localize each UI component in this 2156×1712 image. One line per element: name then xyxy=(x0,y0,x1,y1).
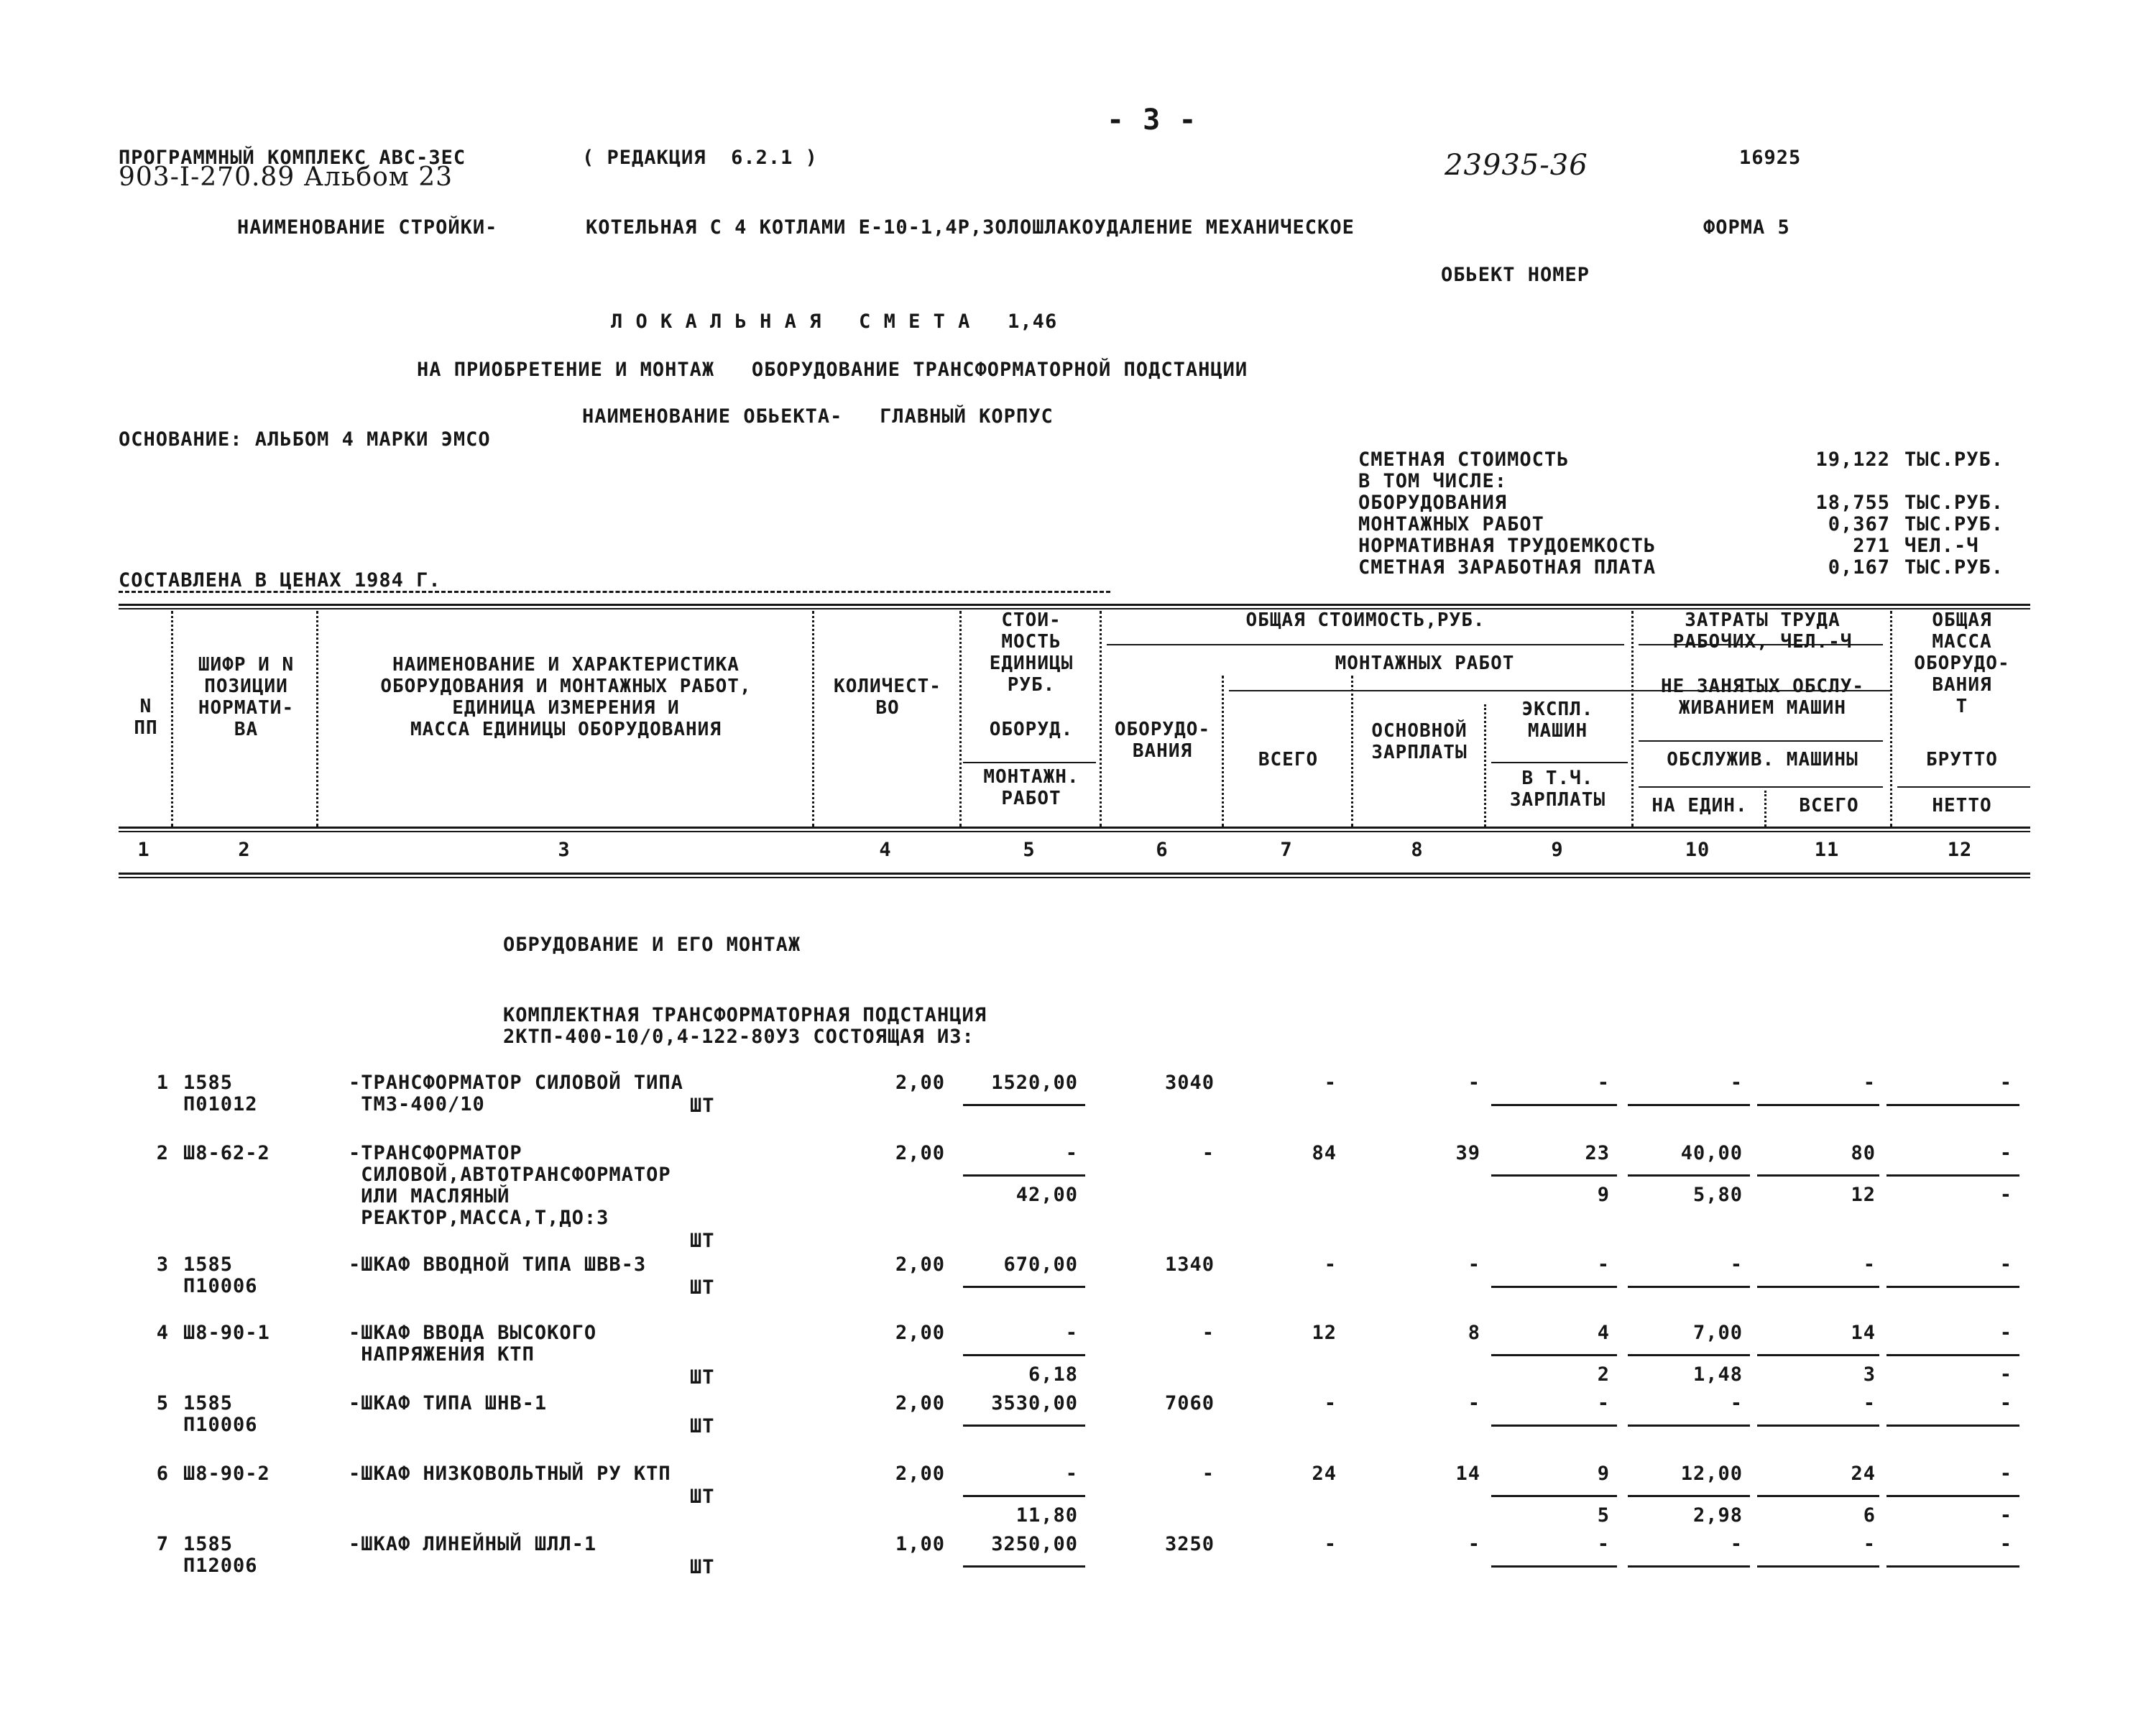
row-mach-rule xyxy=(1491,1286,1617,1288)
header-top-rule xyxy=(119,604,2030,606)
row-labtot-rule xyxy=(1757,1565,1879,1568)
row-lab-rule xyxy=(1628,1104,1750,1106)
summary-unit: ТЫС.РУБ. xyxy=(1904,448,2004,471)
estimate-basis: ОСНОВАНИЕ: АЛЬБОМ 4 МАРКИ ЭМСО xyxy=(119,428,491,451)
row-unit: ШТ xyxy=(690,1276,715,1299)
row-mach-rule xyxy=(1491,1174,1617,1177)
summary-unit: ТЫС.РУБ. xyxy=(1904,492,2004,514)
summary-label: СМЕТНАЯ СТОИМОСТЬ xyxy=(1358,448,1570,471)
row-machine-cost: - xyxy=(1597,1392,1610,1414)
program-name: ПРОГРАММНЫЙ КОМПЛЕКС АВС-ЗЕС xyxy=(119,147,466,169)
col-sep-5 xyxy=(1100,611,1102,827)
row-servicing-per-unit: 2,98 xyxy=(1692,1504,1743,1527)
row-lab-rule xyxy=(1628,1286,1750,1288)
summary-unit: ТЫС.РУБ. xyxy=(1904,513,2004,535)
row-equipment-cost: - xyxy=(1202,1322,1215,1344)
row-lab-rule xyxy=(1628,1425,1750,1427)
summary-value: 19,122 xyxy=(1815,448,1890,471)
row-install-total: - xyxy=(1324,1253,1337,1276)
row-price-rule xyxy=(963,1104,1085,1106)
hdr-not-employed: НЕ ЗАНЯТЫХ ОБСЛУ- ЖИВАНИЕМ МАШИН xyxy=(1660,676,1865,719)
prices-note: СОСТАВЛЕНА В ЦЕНАХ 1984 Г. xyxy=(119,569,441,592)
col-sep-11 xyxy=(1890,611,1892,827)
summary-value: 0,167 xyxy=(1828,556,1890,579)
row-quantity: 2,00 xyxy=(895,1463,945,1485)
col-sep-6 xyxy=(1222,676,1224,827)
row-unit: ШТ xyxy=(690,1095,715,1117)
row-unit: ШТ xyxy=(690,1366,715,1389)
row-price-rule xyxy=(963,1565,1085,1568)
summary-value: 0,367 xyxy=(1828,513,1890,535)
row-mach-rule xyxy=(1491,1495,1617,1497)
row-mass-rule xyxy=(1886,1104,2019,1106)
row-number: 2 xyxy=(156,1142,169,1164)
row-install-total: - xyxy=(1324,1392,1337,1414)
row-base-salary: 39 xyxy=(1455,1142,1480,1164)
row-name: -ШКАФ ВВОДНОЙ ТИПА ШВВ-3 xyxy=(349,1253,647,1276)
row-labor-per-unit: 7,00 xyxy=(1692,1322,1743,1344)
estimate-purpose: НА ПРИОБРЕТЕНИЕ И МОНТАЖ ОБОРУДОВАНИЕ ТРАНСФОРМАТОРНОЙ ПОДСТАНЦИИ xyxy=(417,359,1248,381)
row-servicing-total: 3 xyxy=(1863,1363,1876,1386)
row-number: 1 xyxy=(156,1072,169,1094)
row-quantity: 2,00 xyxy=(895,1072,945,1094)
construction-name: КОТЕЛЬНАЯ С 4 КОТЛАМИ Е-10-1,4Р,ЗОЛОШЛАКОУДАЛЕНИЕ МЕХАНИЧЕСКОЕ xyxy=(586,216,1355,239)
row-mass-rule xyxy=(1886,1565,2019,1568)
header-bottom-rule xyxy=(119,827,2030,829)
object-number-label: ОБЬЕКТ НОМЕР xyxy=(1441,264,1590,286)
column-number: 8 xyxy=(1411,839,1424,861)
row-install-total: 12 xyxy=(1312,1322,1337,1344)
hdr-col-unit-cost: СТОИ- МОСТЬ ЕДИНИЦЫ РУБ. xyxy=(989,609,1074,696)
row-quantity: 1,00 xyxy=(895,1533,945,1555)
hdr-rule-price xyxy=(963,762,1096,763)
row-quantity: 2,00 xyxy=(895,1142,945,1164)
row-machine-cost: 23 xyxy=(1585,1142,1610,1164)
section-title: ОБРУДОВАНИЕ И ЕГО МОНТАЖ xyxy=(503,934,801,956)
row-net-mass: - xyxy=(1999,1504,2012,1527)
hdr-servicing: ОБСЛУЖИВ. МАШИНЫ xyxy=(1667,749,1858,770)
row-servicing-per-unit: 1,48 xyxy=(1692,1363,1743,1386)
col-sep-9 xyxy=(1631,611,1634,827)
column-number: 6 xyxy=(1156,839,1169,861)
row-servicing-total: 6 xyxy=(1863,1504,1876,1527)
summary-unit: ТЫС.РУБ. xyxy=(1904,556,2004,579)
hdr-gross: БРУТТО xyxy=(1926,749,1998,770)
row-machine-salary: 2 xyxy=(1597,1363,1610,1386)
row-machine-cost: - xyxy=(1597,1253,1610,1276)
row-servicing-per-unit: 5,80 xyxy=(1692,1184,1743,1206)
row-install-total: - xyxy=(1324,1533,1337,1555)
row-equipment-cost: 7060 xyxy=(1164,1392,1215,1414)
row-mass: - xyxy=(1999,1253,2012,1276)
row-code: Ш8-90-2 xyxy=(183,1463,270,1485)
row-servicing-total: 12 xyxy=(1851,1184,1876,1206)
summary-unit: ЧЕЛ.-Ч xyxy=(1904,535,1979,557)
row-machine-cost: - xyxy=(1597,1072,1610,1094)
row-labor-total: 24 xyxy=(1851,1463,1876,1485)
row-mass: - xyxy=(1999,1322,2012,1344)
row-equipment-cost: 3040 xyxy=(1164,1072,1215,1094)
row-lab-rule xyxy=(1628,1354,1750,1356)
row-machine-cost: 4 xyxy=(1597,1322,1610,1344)
row-number: 3 xyxy=(156,1253,169,1276)
row-mass-rule xyxy=(1886,1354,2019,1356)
row-mass: - xyxy=(1999,1142,2012,1164)
row-lab-rule xyxy=(1628,1174,1750,1177)
hdr-total-cost: ОБЩАЯ СТОИМОСТЬ,РУБ. xyxy=(1245,609,1485,631)
row-install-total: 24 xyxy=(1312,1463,1337,1485)
summary-label: ОБОРУДОВАНИЯ xyxy=(1358,492,1508,514)
hdr-rule-mach xyxy=(1491,762,1628,763)
row-unit-price: - xyxy=(1065,1322,1078,1344)
col-sep-1 xyxy=(171,611,173,827)
row-labtot-rule xyxy=(1757,1104,1879,1106)
row-base-salary: 8 xyxy=(1468,1322,1480,1344)
row-code: 1585 П10006 xyxy=(183,1253,258,1297)
row-net-mass: - xyxy=(1999,1363,2012,1386)
column-number: 10 xyxy=(1685,839,1710,861)
hdr-base-salary: ОСНОВНОЙ ЗАРПЛАТЫ xyxy=(1371,720,1468,763)
row-quantity: 2,00 xyxy=(895,1392,945,1414)
row-net-mass: - xyxy=(1999,1184,2012,1206)
row-code: 1585 П01012 xyxy=(183,1072,258,1115)
summary-label: СМЕТНАЯ ЗАРАБОТНАЯ ПЛАТА xyxy=(1358,556,1657,579)
row-name: -ШКАФ ЛИНЕЙНЫЙ ШЛЛ-1 xyxy=(349,1533,597,1555)
row-labtot-rule xyxy=(1757,1354,1879,1356)
col-sep-4 xyxy=(959,611,962,827)
document-number: 16925 xyxy=(1739,147,1802,169)
hdr-total: ВСЕГО xyxy=(1258,749,1319,770)
row-unit: ШТ xyxy=(690,1486,715,1508)
hdr-installation: МОНТАЖНЫХ РАБОТ xyxy=(1335,653,1515,674)
hdr-rule-mass xyxy=(1897,786,2030,788)
row-machine-cost: 9 xyxy=(1597,1463,1610,1485)
numbers-bottom-rule xyxy=(119,873,2030,875)
column-number: 2 xyxy=(238,839,251,861)
row-unit: ШТ xyxy=(690,1230,715,1252)
row-quantity: 2,00 xyxy=(895,1322,945,1344)
hdr-col-install-unit: МОНТАЖН. РАБОТ xyxy=(983,766,1079,809)
row-labor-total: - xyxy=(1863,1253,1876,1276)
row-machine-cost: - xyxy=(1597,1533,1610,1555)
column-number: 9 xyxy=(1551,839,1564,861)
hdr-per-unit: НА ЕДИН. xyxy=(1651,795,1748,816)
row-mass-rule xyxy=(1886,1174,2019,1177)
row-number: 6 xyxy=(156,1463,169,1485)
row-labor-per-unit: 40,00 xyxy=(1680,1142,1743,1164)
row-price-rule xyxy=(963,1495,1085,1497)
summary-label: В ТОМ ЧИСЛЕ: xyxy=(1358,470,1508,492)
row-base-salary: - xyxy=(1468,1253,1480,1276)
column-number: 4 xyxy=(879,839,892,861)
row-number: 5 xyxy=(156,1392,169,1414)
summary-value: 271 xyxy=(1853,535,1890,557)
form-label: ФОРМА 5 xyxy=(1703,216,1790,239)
row-install-unit-price: 6,18 xyxy=(1028,1363,1078,1386)
col-sep-3 xyxy=(812,611,814,827)
estimate-title: Л О К А Л Ь Н А Я С М Е Т А 1,46 xyxy=(611,310,1058,333)
hdr-col-number: N ПП xyxy=(134,696,158,739)
row-mass: - xyxy=(1999,1392,2012,1414)
row-base-salary: - xyxy=(1468,1392,1480,1414)
hdr-equipment: ОБОРУДО- ВАНИЯ xyxy=(1114,719,1211,762)
row-unit: ШТ xyxy=(690,1556,715,1578)
group-title: КОМПЛЕКТНАЯ ТРАНСФОРМАТОРНАЯ ПОДСТАНЦИЯ 2КТП-400-10/0,4-122-80У3 СОСТОЯЩАЯ ИЗ: xyxy=(503,1004,987,1048)
row-equipment-cost: 3250 xyxy=(1164,1533,1215,1555)
hdr-col-equip-unit: ОБОРУД. xyxy=(989,719,1074,740)
program-edition: ( РЕДАКЦИЯ 6.2.1 ) xyxy=(582,147,818,169)
row-labor-total: - xyxy=(1863,1533,1876,1555)
summary-label: НОРМАТИВНАЯ ТРУДОЕМКОСТЬ xyxy=(1358,535,1657,557)
row-unit-price: - xyxy=(1065,1463,1078,1485)
hdr-labor: ЗАТРАТЫ ТРУДА РАБОЧИХ, ЧЕЛ.-Ч xyxy=(1672,609,1853,653)
row-unit-price: 1520,00 xyxy=(991,1072,1078,1094)
row-code: Ш8-90-1 xyxy=(183,1322,270,1344)
row-unit-price: 3250,00 xyxy=(991,1533,1078,1555)
row-mass-rule xyxy=(1886,1425,2019,1427)
row-number: 4 xyxy=(156,1322,169,1344)
row-lab-rule xyxy=(1628,1565,1750,1568)
row-mass: - xyxy=(1999,1463,2012,1485)
header-bottom-rule-2 xyxy=(119,831,2030,832)
row-labor-per-unit: - xyxy=(1730,1533,1743,1555)
row-labor-total: - xyxy=(1863,1392,1876,1414)
row-name: -ТРАНСФОРМАТОР СИЛОВОЙ,АВТОТРАНСФОРМАТОР ИЛИ МАСЛЯНЫЙ РЕАКТОР,МАССА,Т,ДО:3 xyxy=(349,1142,671,1229)
row-labtot-rule xyxy=(1757,1425,1879,1427)
construction-label: НАИМЕНОВАНИЕ СТРОЙКИ- xyxy=(237,216,498,239)
row-name: -ШКАФ ВВОДА ВЫСОКОГО НАПРЯЖЕНИЯ КТП xyxy=(349,1322,597,1366)
row-labor-total: - xyxy=(1863,1072,1876,1094)
row-mach-rule xyxy=(1491,1565,1617,1568)
row-machine-salary: 5 xyxy=(1597,1504,1610,1527)
hdr-net: НЕТТО xyxy=(1932,795,1992,816)
row-mass-rule xyxy=(1886,1286,2019,1288)
handwritten-code: 23935-36 xyxy=(1445,149,1588,182)
row-install-unit-price: 11,80 xyxy=(1015,1504,1078,1527)
column-number: 3 xyxy=(558,839,571,861)
hdr-incl-salary: В Т.Ч. ЗАРПЛАТЫ xyxy=(1509,768,1606,811)
hdr-mass: ОБЩАЯ МАССА ОБОРУДО- ВАНИЯ Т xyxy=(1914,609,2010,717)
row-unit-price: 3530,00 xyxy=(991,1392,1078,1414)
column-number: 5 xyxy=(1023,839,1036,861)
row-install-total: - xyxy=(1324,1072,1337,1094)
row-labtot-rule xyxy=(1757,1286,1879,1288)
row-lab-rule xyxy=(1628,1495,1750,1497)
row-mass: - xyxy=(1999,1072,2012,1094)
object-name: НАИМЕНОВАНИЕ ОБЬЕКТА- ГЛАВНЫЙ КОРПУС xyxy=(582,405,1054,428)
col-sep-7 xyxy=(1351,676,1353,827)
row-number: 7 xyxy=(156,1533,169,1555)
summary-label: МОНТАЖНЫХ РАБОТ xyxy=(1358,513,1544,535)
prices-note-underline xyxy=(119,591,1110,593)
row-code: Ш8-62-2 xyxy=(183,1142,270,1164)
row-install-total: 84 xyxy=(1312,1142,1337,1164)
row-name: -ШКАФ НИЗКОВОЛЬТНЫЙ РУ КТП xyxy=(349,1463,671,1485)
row-labtot-rule xyxy=(1757,1495,1879,1497)
column-number: 7 xyxy=(1280,839,1293,861)
row-unit-price: - xyxy=(1065,1142,1078,1164)
row-labtot-rule xyxy=(1757,1174,1879,1177)
album-reference: 903-I-270.89 Альбом 23 xyxy=(119,162,453,192)
column-number: 1 xyxy=(137,839,150,861)
row-base-salary: - xyxy=(1468,1533,1480,1555)
row-mach-rule xyxy=(1491,1104,1617,1106)
col-sep-10 xyxy=(1764,791,1766,827)
row-equipment-cost: - xyxy=(1202,1142,1215,1164)
row-name: -ШКАФ ТИПА ШНВ-1 xyxy=(349,1392,548,1414)
row-base-salary: 14 xyxy=(1455,1463,1480,1485)
hdr-rule-service xyxy=(1639,740,1883,742)
hdr-col-code: ШИФР И N ПОЗИЦИИ НОРМАТИ- ВА xyxy=(198,654,295,740)
row-labor-per-unit: - xyxy=(1730,1392,1743,1414)
row-code: 1585 П10006 xyxy=(183,1392,258,1436)
col-sep-2 xyxy=(316,611,318,827)
row-labor-total: 14 xyxy=(1851,1322,1876,1344)
hdr-rule-unit xyxy=(1639,786,1883,788)
row-price-rule xyxy=(963,1425,1085,1427)
row-unit: ШТ xyxy=(690,1415,715,1437)
hdr-col-quantity: КОЛИЧЕСТ- ВО xyxy=(834,676,941,719)
row-base-salary: - xyxy=(1468,1072,1480,1094)
row-price-rule xyxy=(963,1354,1085,1356)
summary-value: 18,755 xyxy=(1815,492,1890,514)
hdr-machines: ЭКСПЛ. МАШИН xyxy=(1521,699,1594,742)
column-number: 12 xyxy=(1947,839,1973,861)
row-install-unit-price: 42,00 xyxy=(1015,1184,1078,1206)
row-mach-rule xyxy=(1491,1354,1617,1356)
row-equipment-cost: - xyxy=(1202,1463,1215,1485)
row-mach-rule xyxy=(1491,1425,1617,1427)
row-labor-per-unit: - xyxy=(1730,1253,1743,1276)
row-price-rule xyxy=(963,1286,1085,1288)
row-equipment-cost: 1340 xyxy=(1164,1253,1215,1276)
col-sep-8 xyxy=(1484,704,1486,827)
numbers-bottom-rule-2 xyxy=(119,877,2030,878)
row-machine-salary: 9 xyxy=(1597,1184,1610,1206)
column-number: 11 xyxy=(1814,839,1840,861)
row-labor-per-unit: - xyxy=(1730,1072,1743,1094)
row-code: 1585 П12006 xyxy=(183,1533,258,1577)
row-unit-price: 670,00 xyxy=(1003,1253,1078,1276)
row-quantity: 2,00 xyxy=(895,1253,945,1276)
page-number: - 3 - xyxy=(1107,103,1197,137)
row-name: -ТРАНСФОРМАТОР СИЛОВОЙ ТИПА ТМЗ-400/10 xyxy=(349,1072,683,1115)
hdr-total-labor: ВСЕГО xyxy=(1799,795,1859,816)
row-labor-total: 80 xyxy=(1851,1142,1876,1164)
row-labor-per-unit: 12,00 xyxy=(1680,1463,1743,1485)
hdr-col-name: НАИМЕНОВАНИЕ И ХАРАКТЕРИСТИКА ОБОРУДОВАНИЯ И МОНТАЖНЫХ РАБОТ, ЕДИНИЦА ИЗМЕРЕНИЯ И МАССА ЕДИНИЦЫ ОБОРУДОВАНИЯ xyxy=(380,654,752,740)
hdr-rule-total xyxy=(1107,644,1624,645)
row-mass: - xyxy=(1999,1533,2012,1555)
row-mass-rule xyxy=(1886,1495,2019,1497)
row-price-rule xyxy=(963,1174,1085,1177)
